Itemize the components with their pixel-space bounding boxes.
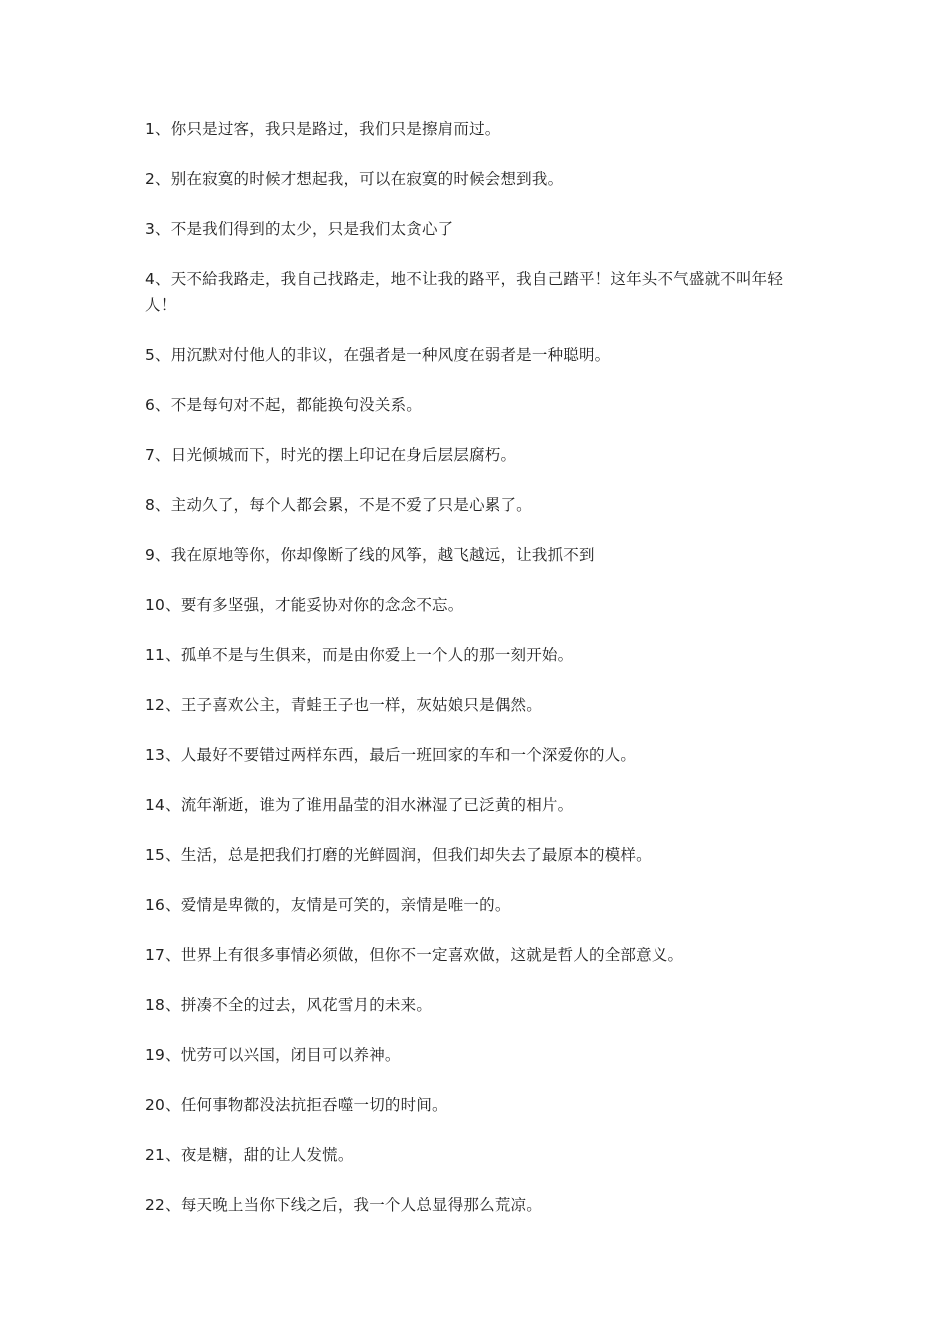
quote-item: 2、别在寂寞的时候才想起我，可以在寂寞的时候会想到我。 [145, 170, 564, 188]
quote-item: 19、忧劳可以兴国，闭目可以养神。 [145, 1046, 401, 1064]
quote-item: 18、拼凑不全的过去，风花雪月的未来。 [145, 996, 433, 1014]
quote-item: 13、人最好不要错过两样东西，最后一班回家的车和一个深爱你的人。 [145, 746, 637, 764]
quote-item: 11、孤单不是与生俱来，而是由你爱上一个人的那一刻开始。 [145, 646, 574, 664]
quote-item: 5、用沉默对付他人的非议，在强者是一种风度在弱者是一种聪明。 [145, 346, 611, 364]
quote-list [145, 116, 805, 1242]
quote-item: 12、王子喜欢公主，青蛙王子也一样，灰姑娘只是偶然。 [145, 696, 542, 714]
quote-item: 21、夜是糖，甜的让人发慌。 [145, 1146, 354, 1164]
quote-item: 14、流年渐逝，谁为了谁用晶莹的泪水淋湿了已泛黄的相片。 [145, 796, 574, 814]
quote-item: 4、天不給我路走，我自己找路走，地不让我的路平，我自己踏平！这年头不气盛就不叫年轻人！ [145, 270, 784, 314]
quote-item: 16、爱情是卑微的，友情是可笑的，亲情是唯一的。 [145, 896, 511, 914]
quote-item: 6、不是每句对不起，都能换句没关系。 [145, 396, 422, 414]
quote-item: 17、世界上有很多事情必须做，但你不一定喜欢做，这就是哲人的全部意义。 [145, 946, 684, 964]
quote-item: 3、不是我们得到的太少，只是我们太贪心了 [145, 220, 454, 238]
quote-item: 15、生活，总是把我们打磨的光鲜圆润，但我们却失去了最原本的模样。 [145, 846, 652, 864]
quote-item: 10、要有多坚强，才能妥协对你的念念不忘。 [145, 596, 464, 614]
quote-item: 9、我在原地等你，你却像断了线的风筝，越飞越远，让我抓不到 [145, 546, 595, 564]
quote-item: 22、每天晚上当你下线之后，我一个人总显得那么荒凉。 [145, 1196, 542, 1214]
quote-item: 1、你只是过客，我只是路过，我们只是擦肩而过。 [145, 120, 501, 138]
quote-item: 20、任何事物都没法抗拒吞噬一切的时间。 [145, 1096, 448, 1114]
quote-item: 7、日光倾城而下，时光的摆上印记在身后层层腐朽。 [145, 446, 517, 464]
quote-item: 8、主动久了，每个人都会累，不是不爱了只是心累了。 [145, 496, 532, 514]
